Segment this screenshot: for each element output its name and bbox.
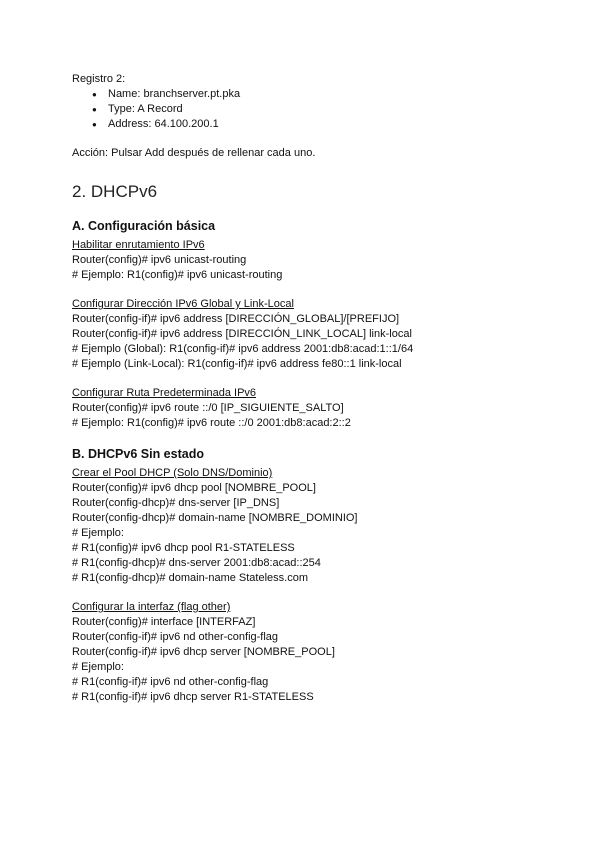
block-title: Crear el Pool DHCP (Solo DNS/Dominio) bbox=[72, 467, 273, 479]
block-title: Habilitar enrutamiento IPv6 bbox=[72, 239, 205, 251]
accion-text: Acción: Pulsar Add después de rellenar cada uno. bbox=[72, 147, 316, 159]
code-line: # Ejemplo: bbox=[72, 527, 124, 539]
block-title: Configurar Dirección IPv6 Global y Link-Local bbox=[72, 298, 294, 310]
code-line: # Ejemplo (Global): R1(config-if)# ipv6 address 2001:db8:acad:1::1/64 bbox=[72, 343, 414, 355]
code-line: Router(config)# interface [INTERFAZ] bbox=[72, 616, 256, 628]
code-line: # Ejemplo: R1(config)# ipv6 route ::/0 2001:db8:acad:2::2 bbox=[72, 417, 351, 429]
code-line: # R1(config-dhcp)# domain-name Stateless.com bbox=[72, 572, 309, 584]
section-b-title: B. DHCPv6 Sin estado bbox=[72, 447, 204, 461]
registro-item-address: ● Address: 64.100.200.1 bbox=[72, 117, 532, 132]
section-heading: 2. DHCPv6 bbox=[72, 182, 158, 201]
code-line: Router(config)# ipv6 route ::/0 [IP_SIGUIENTE_SALTO] bbox=[72, 402, 344, 414]
section-a-title: A. Configuración básica bbox=[72, 219, 216, 233]
code-line: Router(config-if)# ipv6 dhcp server [NOMBRE_POOL] bbox=[72, 646, 335, 658]
registro-list bbox=[72, 87, 532, 132]
code-line: Router(config)# ipv6 dhcp pool [NOMBRE_POOL] bbox=[72, 482, 316, 494]
document-page bbox=[72, 72, 532, 719]
code-line: Router(config-dhcp)# dns-server [IP_DNS] bbox=[72, 497, 280, 509]
code-line: Router(config-if)# ipv6 nd other-config-flag bbox=[72, 631, 279, 643]
code-line: # R1(config-if)# ipv6 nd other-config-flag bbox=[72, 676, 269, 688]
registro-item-type: ● Type: A Record bbox=[72, 102, 532, 117]
block-default-route bbox=[72, 386, 532, 431]
block-enable-routing bbox=[72, 238, 532, 283]
code-line: Router(config-if)# ipv6 address [DIRECCIÓN_GLOBAL]/[PREFIJO] bbox=[72, 313, 400, 325]
block-title: Configurar la interfaz (flag other) bbox=[72, 601, 231, 613]
registro-item-name: ● Name: branchserver.pt.pka bbox=[72, 87, 532, 102]
registro-title: Registro 2: bbox=[72, 73, 126, 85]
code-line: # Ejemplo: R1(config)# ipv6 unicast-routing bbox=[72, 269, 283, 281]
code-line: Router(config-dhcp)# domain-name [NOMBRE_DOMINIO] bbox=[72, 512, 358, 524]
code-line: # Ejemplo: bbox=[72, 661, 124, 673]
block-interface-flag bbox=[72, 600, 532, 705]
block-title: Configurar Ruta Predeterminada IPv6 bbox=[72, 387, 257, 399]
code-line: # R1(config-dhcp)# dns-server 2001:db8:acad::254 bbox=[72, 557, 321, 569]
code-line: # R1(config-if)# ipv6 dhcp server R1-STATELESS bbox=[72, 691, 314, 703]
block-dhcp-pool bbox=[72, 466, 532, 586]
code-line: Router(config)# ipv6 unicast-routing bbox=[72, 254, 247, 266]
code-line: # Ejemplo (Link-Local): R1(config-if)# ipv6 address fe80::1 link-local bbox=[72, 358, 402, 370]
block-ipv6-address bbox=[72, 297, 532, 372]
code-line: Router(config-if)# ipv6 address [DIRECCIÓN_LINK_LOCAL] link-local bbox=[72, 328, 412, 340]
code-line: # R1(config)# ipv6 dhcp pool R1-STATELESS bbox=[72, 542, 295, 554]
